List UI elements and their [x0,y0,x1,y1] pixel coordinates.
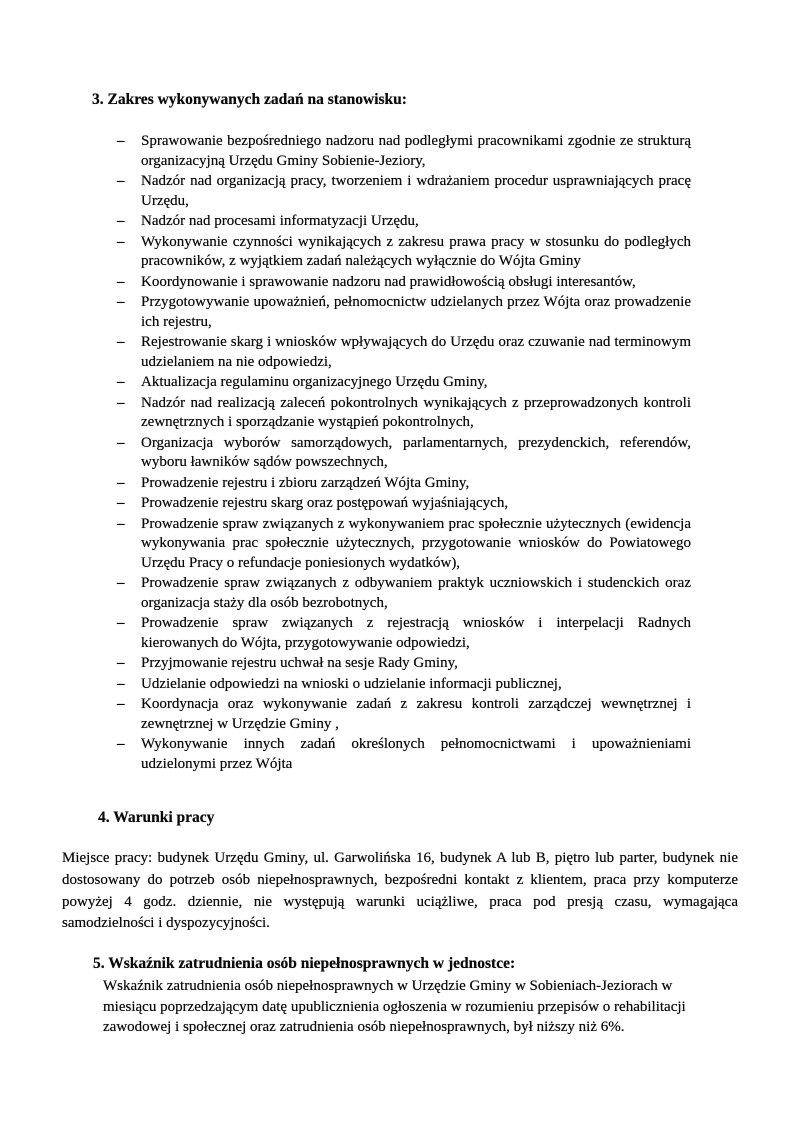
task-list-item [117,735,691,774]
task-list-item [117,293,691,332]
task-item-text: Aktualizacja regulaminu organizacyjnego Urzędu Gminy, [141,374,488,390]
task-list-item [117,515,691,574]
section-5-paragraph: Wskaźnik zatrudnienia osób niepełnosprawnych w Urzędzie Gminy w Sobieniach-Jeziorach w miesiącu poprzedzającym datę upublicznienia ogłoszenia w rozumieniu przepisów o rehabilitacji zawodowej i społecznej oraz zatrudnienia osób niepełnosprawnych, był niższy niż 6%. [103,978,686,1036]
task-list-item [117,654,691,674]
dash-bullet: – [117,495,125,511]
task-list-item [117,614,691,653]
task-item-text: Przygotowywanie upoważnień, pełnomocnictw udzielanych przez Wójta oraz prowadzenie ich rejestru, [141,294,691,330]
task-list-item [117,494,691,514]
section-4-paragraph: Miejsce pracy: budynek Urzędu Gminy, ul. Garwolińska 16, budynek A lub B, piętro lub parter, budynek nie dostosowany do potrzeb osób niepełnosprawnych, bezpośredni kontakt z klientem, praca przy komputerze powyżej 4 godz. dziennie, nie występują warunki uciążliwe, praca pod presją czasu, wymagająca samodzielności i dyspozycyjności. [62,850,738,932]
dash-bullet: – [117,233,125,250]
task-list-item [117,394,691,433]
task-item-text: Przyjmowanie rejestru uchwał na sesje Rady Gminy, [141,655,458,671]
dash-bullet: – [117,474,125,491]
dash-bullet: – [117,133,125,149]
task-item-text: Nadzór nad procesami informatyzacji Urzędu, [141,213,419,229]
task-item-text: Nadzór nad realizacją zaleceń pokontrolnych wynikających z przeprowadzonych kontroli zewnętrznych i sporządzanie wystąpień pokontrolnych, [141,394,691,430]
section-3-heading: 3. Zakres wykonywanych zadań na stanowisku: [92,91,407,108]
task-item-text: Udzielanie odpowiedzi na wnioski o udzielanie informacji publicznej, [141,675,562,692]
dash-bullet: – [117,173,125,189]
task-list-item [117,474,691,494]
task-list-item [117,695,691,734]
task-item-text: Sprawowanie bezpośredniego nadzoru nad podległymi pracownikami zgodnie ze strukturą organizacyjną Urzędu Gminy Sobienie-Jeziory, [141,133,691,169]
task-list-item [117,132,691,171]
task-list-item [117,233,691,272]
task-list-item [117,675,691,695]
dash-bullet: – [117,374,125,390]
task-item-text: Koordynowanie i sprawowanie nadzoru nad prawidłowością obsługi interesantów, [141,273,636,290]
task-list-item [117,574,691,613]
task-list-item [117,273,691,293]
task-list-item [117,373,691,393]
task-list-item [117,172,691,211]
task-list-item [117,212,691,232]
task-item-text: Prowadzenie rejestru i zbioru zarządzeń Wójta Gminy, [141,474,470,491]
task-list [117,132,691,774]
task-item-text: Organizacja wyborów samorządowych, parlamentarnych, prezydenckich, referendów, wyboru ławników sądów powszechnych, [141,434,691,470]
task-item-text: Wykonywanie czynności wynikających z zakresu prawa pracy w stosunku do podległych pracowników, z wyjątkiem zadań należących wyłącznie do Wójta Gminy [141,233,691,269]
dash-bullet: – [117,655,125,671]
task-item-text: Nadzór nad organizacją pracy, tworzeniem i wdrażaniem procedur usprawniających pracę Urzędu, [141,173,691,209]
task-item-text: Prowadzenie spraw związanych z wykonywaniem prac społecznie użytecznych (ewidencja wykonywania prac społecznie użytecznych, przygotowanie wniosków do Powiatowego Urzędu Pracy o refundacje poniesionych wydatków), [141,515,691,571]
dash-bullet: – [117,615,125,631]
task-item-text: Wykonywanie innych zadań określonych pełnomocnictwami i upoważnieniami udzielonymi przez Wójta [141,736,691,772]
dash-bullet: – [117,213,125,229]
task-item-text: Koordynacja oraz wykonywanie zadań z zakresu kontroli zarządczej wewnętrznej i zewnętrznej w Urzędzie Gminy , [141,696,691,732]
dash-bullet: – [117,736,125,752]
section-4-heading: 4. Warunki pracy [98,809,215,826]
dash-bullet: – [117,434,125,451]
task-list-item [117,333,691,372]
dash-bullet: – [117,394,125,411]
dash-bullet: – [117,334,125,350]
task-item-text: Prowadzenie spraw związanych z odbywaniem praktyk uczniowskich i studenckich oraz organizacja staży dla osób bezrobotnych, [141,575,691,611]
dash-bullet: – [117,575,125,591]
dash-bullet: – [117,675,125,692]
task-item-text: Rejestrowanie skarg i wniosków wpływających do Urzędu oraz czuwanie nad terminowym udzielaniem na nie odpowiedzi, [141,334,691,370]
dash-bullet: – [117,696,125,712]
task-list-item [117,434,691,473]
dash-bullet: – [117,294,125,310]
dash-bullet: – [117,515,125,532]
section-5-heading: 5. Wskaźnik zatrudnienia osób niepełnosprawnych w jednostce: [93,955,516,973]
task-item-text: Prowadzenie rejestru skarg oraz postępowań wyjaśniających, [141,495,509,511]
dash-bullet: – [117,273,125,290]
task-item-text: Prowadzenie spraw związanych z rejestracją wniosków i interpelacji Radnych kierowanych do Wójta, przygotowywanie odpowiedzi, [141,615,691,651]
